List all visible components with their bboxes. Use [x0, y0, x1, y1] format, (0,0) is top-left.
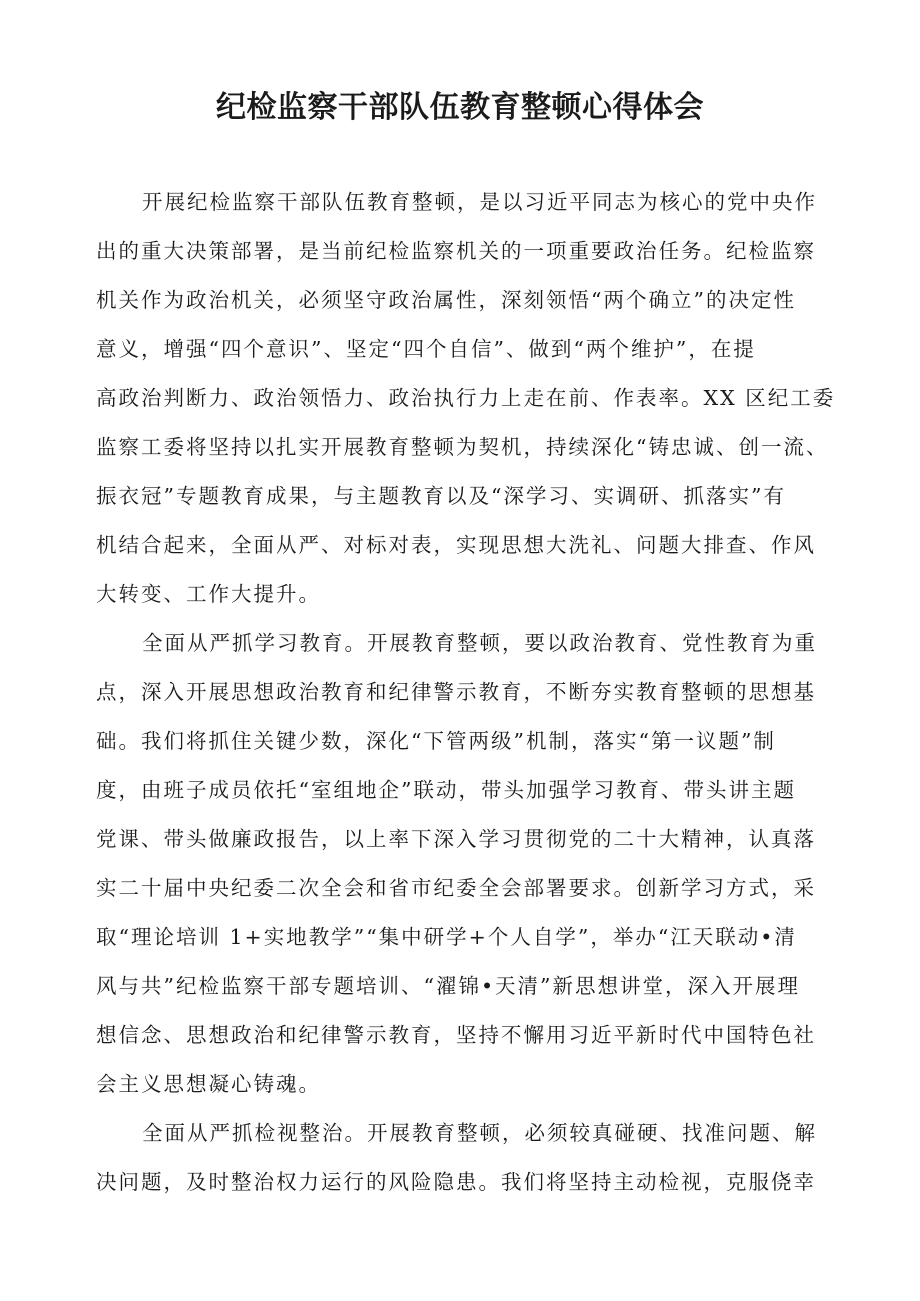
paragraph-2-line-2: 点，深入开展思想政治教育和纪律警示教育，不断夯实教育整顿的思想基: [96, 680, 816, 704]
paragraph-2-line-4: 度，由班子成员依托“室组地企”联动，带头加强学习教育、带头讲主题: [96, 778, 796, 802]
paragraph-2-line-8: 风与共”纪检监察干部专题培训、“濯锦•天清”新思想讲堂，深入开展理: [96, 974, 801, 998]
paragraph-2-line-10: 会主义思想凝心铸魂。: [96, 1072, 321, 1096]
document-title: 纪检监察干部队伍教育整顿心得体会: [216, 90, 704, 125]
paragraph-1-line-8: 机结合起来，全面从严、对标对表，实现思想大洗礼、问题大排查、作风: [96, 533, 816, 557]
paragraph-3-line-1: 全面从严抓检视整治。开展教育整顿，必须较真碰硬、找准问题、解: [142, 1121, 817, 1145]
paragraph-2-line-6: 实二十届中央纪委二次全会和省市纪委全会部署要求。创新学习方式，采: [96, 876, 816, 900]
paragraph-1-line-3: 机关作为政治机关，必须坚守政治属性，深刻领悟“两个确立”的决定性: [96, 288, 796, 312]
paragraph-1-line-6: 监察工委将坚持以扎实开展教育整顿为契机，持续深化“铸忠诚、创一流、: [96, 435, 829, 459]
paragraph-2-line-9: 想信念、思想政治和纪律警示教育，坚持不懈用习近平新时代中国特色社: [96, 1023, 816, 1047]
paragraph-2-line-5: 党课、带头做廉政报告，以上率下深入学习贯彻党的二十大精神，认真落: [96, 827, 816, 851]
paragraph-1-line-9: 大转变、工作大提升。: [96, 582, 321, 606]
paragraph-1-line-5: 高政治判断力、政治领悟力、政治执行力上走在前、作表率。XX 区纪工委: [96, 386, 836, 410]
paragraph-2-line-7: 取“理论培训 1+实地教学”“集中研学+个人自学”，举办“江天联动•清: [96, 925, 797, 949]
paragraph-1-line-7: 振衣冠”专题教育成果，与主题教育以及“深学习、实调研、抓落实”有: [96, 484, 786, 508]
paragraph-2-line-1: 全面从严抓学习教育。开展教育整顿，要以政治教育、党性教育为重: [142, 631, 817, 655]
paragraph-1-line-1: 开展纪检监察干部队伍教育整顿，是以习近平同志为核心的党中央作: [142, 190, 817, 214]
paragraph-1-line-2: 出的重大决策部署，是当前纪检监察机关的一项重要政治任务。纪检监察: [96, 239, 816, 263]
paragraph-2-line-3: 础。我们将抓住关键少数，深化“下管两级”机制，落实“第一议题”制: [96, 729, 776, 753]
paragraph-3-line-2: 决问题，及时整治权力运行的风险隐患。我们将坚持主动检视，克服侥幸: [96, 1170, 816, 1194]
paragraph-1-line-4: 意义，增强“四个意识”、坚定“四个自信”、做到“两个维护”，在提: [96, 337, 756, 361]
